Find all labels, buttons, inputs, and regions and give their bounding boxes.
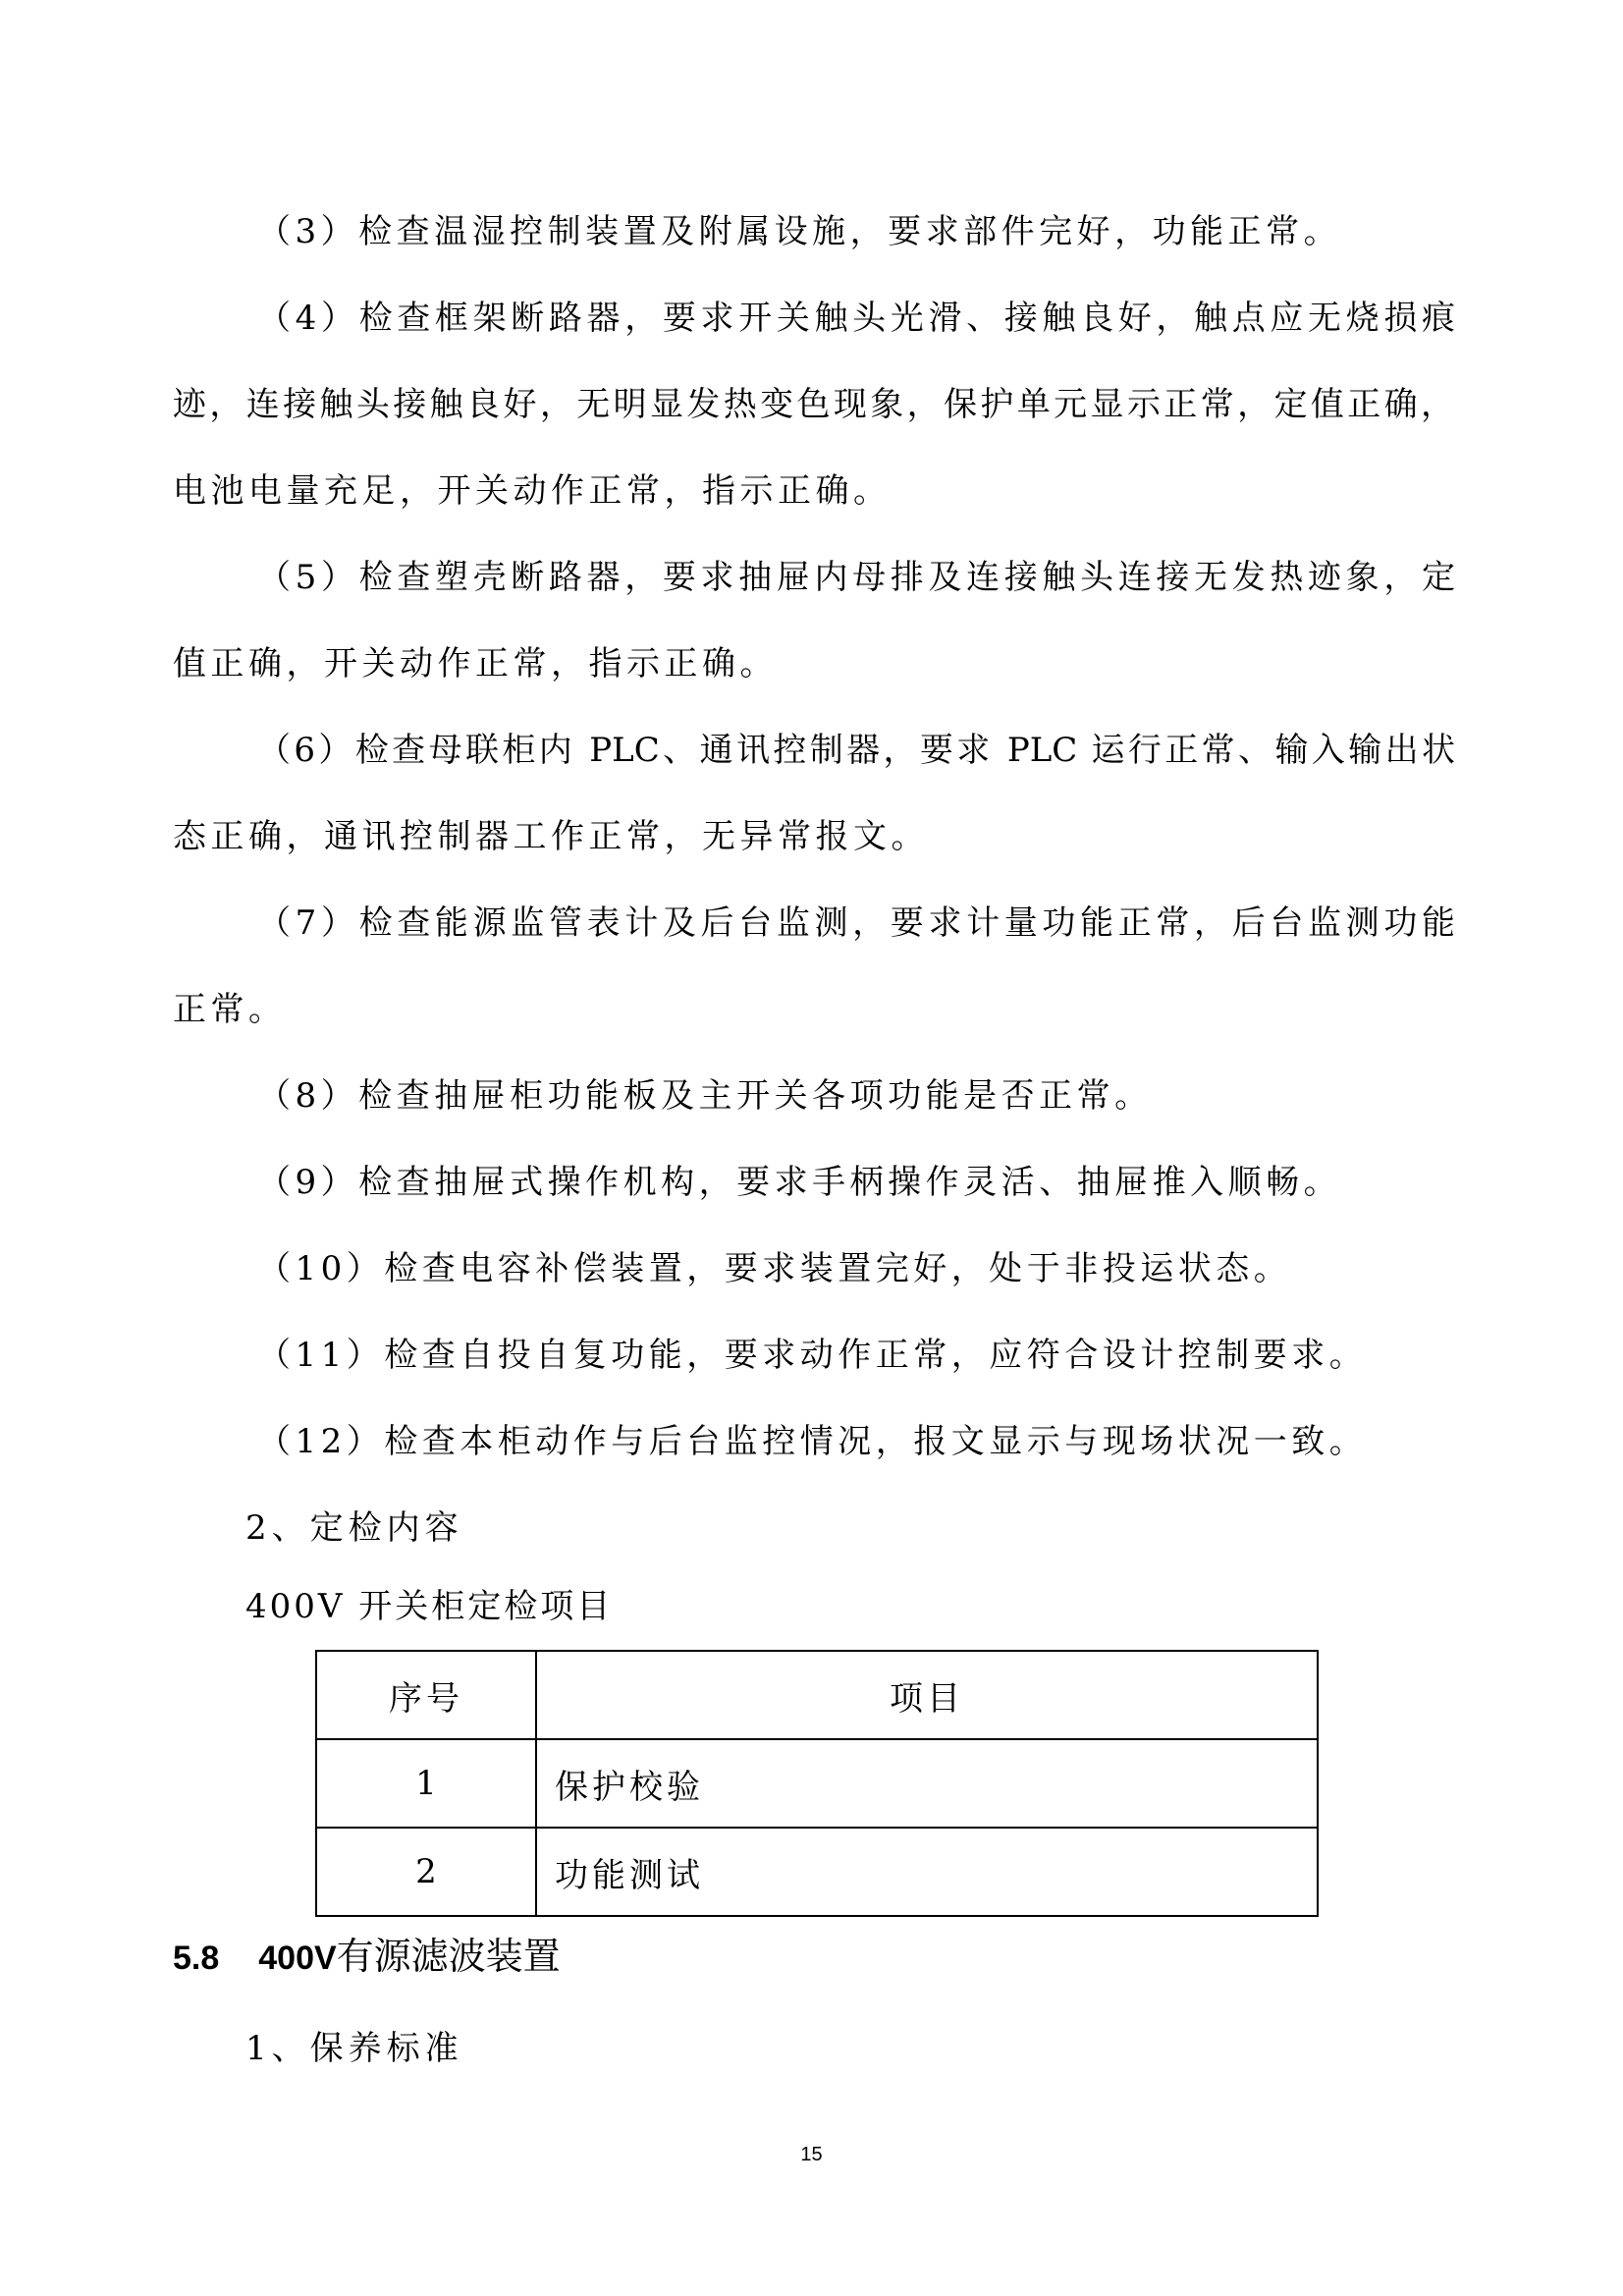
- section-heading: [173, 1933, 561, 1982]
- paragraph-7-line-1: （7）检查能源监管表计及后台监测，要求计量功能正常，后台监测功能: [257, 903, 1455, 943]
- paragraph-10-line-1: （10）检查电容补偿装置，要求装置完好，处于非投运状态。: [257, 1249, 1292, 1288]
- paragraph-9-line-1: （9）检查抽屉式操作机构，要求手柄操作灵活、抽屉推入顺畅。: [257, 1163, 1342, 1202]
- table-row: [316, 1739, 1318, 1828]
- section-title: 有源滤波装置: [336, 1935, 561, 1978]
- paragraph-4-line-1: （4）检查框架断路器，要求开关触头光滑、接触良好，触点应无烧损痕: [257, 299, 1455, 338]
- section-number: 5.8: [173, 1940, 220, 1977]
- subheading: 2、定检内容: [245, 1508, 463, 1548]
- page-number: 15: [800, 2144, 823, 2165]
- paragraph-12-line-1: （12）检查本柜动作与后台监控情况，报文显示与现场状况一致。: [257, 1422, 1368, 1461]
- table-header-item: 项目: [536, 1651, 1318, 1739]
- table-cell-number: 1: [316, 1739, 536, 1828]
- inspection-items-table: [315, 1650, 1319, 1917]
- paragraph-8-line-1: （8）检查抽屉柜功能板及主开关各项功能是否正常。: [257, 1076, 1153, 1116]
- paragraph-6-line-1: （6）检查母联柜内 PLC、通讯控制器，要求 PLC 运行正常、输入输出状: [257, 731, 1455, 770]
- paragraph-6-line-2: 态正确，通讯控制器工作正常，无异常报文。: [173, 817, 929, 856]
- paragraph-5-line-2: 值正确，开关动作正常，指示正确。: [173, 644, 778, 683]
- maintenance-standard-heading: 1、保养标准: [245, 2029, 463, 2068]
- table-caption: 400V 开关柜定检项目: [245, 1587, 614, 1626]
- paragraph-5-line-1: （5）检查塑壳断路器，要求抽屉内母排及连接触头连接无发热迹象，定: [257, 558, 1455, 597]
- table-header-row: [316, 1651, 1318, 1739]
- paragraph-4-line-3: 电池电量充足，开关动作正常，指示正确。: [173, 471, 892, 511]
- paragraph-7-line-2: 正常。: [173, 990, 287, 1029]
- paragraph-3-line-1: （3）检查温湿控制装置及附属设施，要求部件完好，功能正常。: [257, 212, 1342, 251]
- table-cell-item: 功能测试: [536, 1828, 1318, 1916]
- paragraph-4-line-2: 迹，连接触头接触良好，无明显发热变色现象，保护单元显示正常，定值正确，: [173, 385, 1454, 424]
- paragraph-11-line-1: （11）检查自投自复功能，要求动作正常，应符合设计控制要求。: [257, 1336, 1368, 1375]
- table-cell-item: 保护校验: [536, 1739, 1318, 1828]
- section-number-suffix: 400V: [258, 1940, 337, 1977]
- table-header-number: 序号: [316, 1651, 536, 1739]
- table-cell-number: 2: [316, 1828, 536, 1916]
- table-row: [316, 1828, 1318, 1916]
